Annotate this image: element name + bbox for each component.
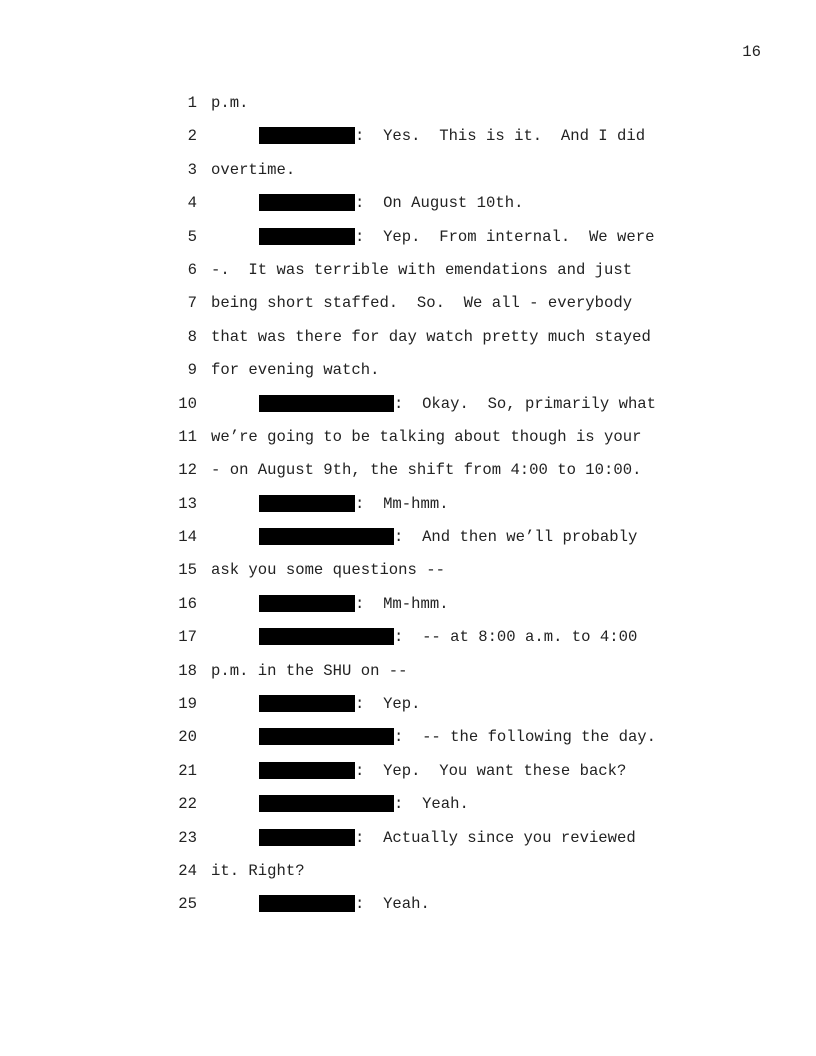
speaker-line [259, 695, 421, 713]
line-number: 11 [178, 427, 197, 446]
line-number: 8 [187, 327, 197, 346]
line-number: 19 [178, 695, 197, 714]
transcript-line [0, 161, 816, 194]
transcript-line [0, 895, 816, 928]
redacted-speaker-name [259, 395, 394, 412]
line-text: it. Right? [211, 861, 305, 880]
speaker-line [259, 728, 656, 746]
line-text: : Yep. You want these back? [355, 761, 627, 780]
redacted-speaker-name [259, 528, 394, 545]
line-text: : On August 10th. [355, 194, 524, 213]
line-text: p.m. [211, 94, 249, 112]
redacted-speaker-name [259, 795, 394, 812]
speaker-line [259, 895, 430, 913]
line-text: : Mm-hmm. [355, 494, 449, 513]
transcript-line [0, 662, 816, 695]
redacted-speaker-name [259, 595, 355, 612]
transcript-line [0, 728, 816, 761]
transcript-line [0, 528, 816, 561]
line-text: : Actually since you reviewed [355, 828, 636, 847]
redacted-speaker-name [259, 127, 355, 144]
transcript-line [0, 294, 816, 327]
transcript-line [0, 94, 816, 127]
redacted-speaker-name [259, 194, 355, 211]
redacted-speaker-name [259, 728, 394, 745]
speaker-line [259, 628, 637, 646]
line-number: 6 [187, 260, 197, 279]
line-number: 24 [178, 861, 197, 880]
line-number: 13 [178, 494, 197, 513]
line-text: that was there for day watch pretty much stayed [211, 327, 651, 346]
speaker-line [259, 395, 656, 413]
redacted-speaker-name [259, 228, 355, 245]
transcript-line [0, 395, 816, 428]
transcript-line [0, 328, 816, 361]
transcript-line [0, 127, 816, 160]
line-text: : Yeah. [394, 795, 469, 814]
line-text: for evening watch. [211, 361, 380, 380]
line-number: 23 [178, 828, 197, 847]
transcript-line [0, 561, 816, 594]
line-number: 15 [178, 561, 197, 580]
line-number: 2 [187, 127, 197, 146]
redacted-speaker-name [259, 895, 355, 912]
transcript-line [0, 461, 816, 494]
speaker-line [259, 228, 654, 246]
line-number: 21 [178, 761, 197, 780]
line-text: - on August 9th, the shift from 4:00 to 10:00. [211, 461, 642, 480]
transcript-line [0, 495, 816, 528]
transcript-line [0, 628, 816, 661]
redacted-speaker-name [259, 829, 355, 846]
line-number: 10 [178, 394, 197, 413]
speaker-line [259, 762, 626, 780]
redacted-speaker-name [259, 495, 355, 512]
line-text: : Yep. [355, 695, 421, 714]
line-number: 7 [187, 294, 197, 313]
line-number: 20 [178, 728, 197, 747]
transcript-line [0, 862, 816, 895]
transcript-line [0, 762, 816, 795]
speaker-line [259, 829, 636, 847]
line-text: ask you some questions -- [211, 561, 445, 580]
line-number: 16 [178, 594, 197, 613]
line-number: 18 [178, 661, 197, 680]
speaker-line [259, 194, 523, 212]
line-text: p.m. in the SHU on -- [211, 661, 408, 680]
transcript-line [0, 228, 816, 261]
line-number: 17 [178, 628, 197, 647]
line-text: : And then we’ll probably [394, 528, 638, 547]
line-number: 9 [187, 361, 197, 380]
transcript-body [0, 94, 816, 929]
redacted-speaker-name [259, 762, 355, 779]
redacted-speaker-name [259, 695, 355, 712]
line-number: 1 [187, 94, 197, 112]
line-text: being short staffed. So. We all - everybody [211, 294, 633, 313]
line-text: : Mm-hmm. [355, 594, 449, 613]
speaker-line [259, 595, 449, 613]
speaker-line [259, 127, 645, 145]
line-text: overtime. [211, 160, 296, 179]
line-text: : Yep. From internal. We were [355, 227, 655, 246]
speaker-line [259, 495, 449, 513]
transcript-line [0, 261, 816, 294]
line-text: : -- the following the day. [394, 728, 657, 747]
transcript-line [0, 595, 816, 628]
line-text: : Okay. So, primarily what [394, 394, 657, 413]
line-text: : Yes. This is it. And I did [355, 127, 646, 146]
line-number: 14 [178, 528, 197, 547]
line-text: : -- at 8:00 a.m. to 4:00 [394, 628, 638, 647]
page-number: 16 [742, 43, 761, 61]
line-text: -. It was terrible with emendations and just [211, 260, 633, 279]
line-number: 5 [187, 227, 197, 246]
speaker-line [259, 795, 469, 813]
transcript-line [0, 361, 816, 394]
line-number: 4 [187, 194, 197, 213]
transcript-line [0, 795, 816, 828]
speaker-line [259, 528, 637, 546]
transcript-line [0, 194, 816, 227]
transcript-line [0, 695, 816, 728]
line-text: : Yeah. [355, 895, 430, 914]
line-number: 12 [178, 461, 197, 480]
transcript-line [0, 829, 816, 862]
redacted-speaker-name [259, 628, 394, 645]
line-number: 25 [178, 895, 197, 914]
line-text: we’re going to be talking about though is your [211, 427, 642, 446]
line-number: 3 [187, 160, 197, 179]
transcript-line [0, 428, 816, 461]
line-number: 22 [178, 795, 197, 814]
